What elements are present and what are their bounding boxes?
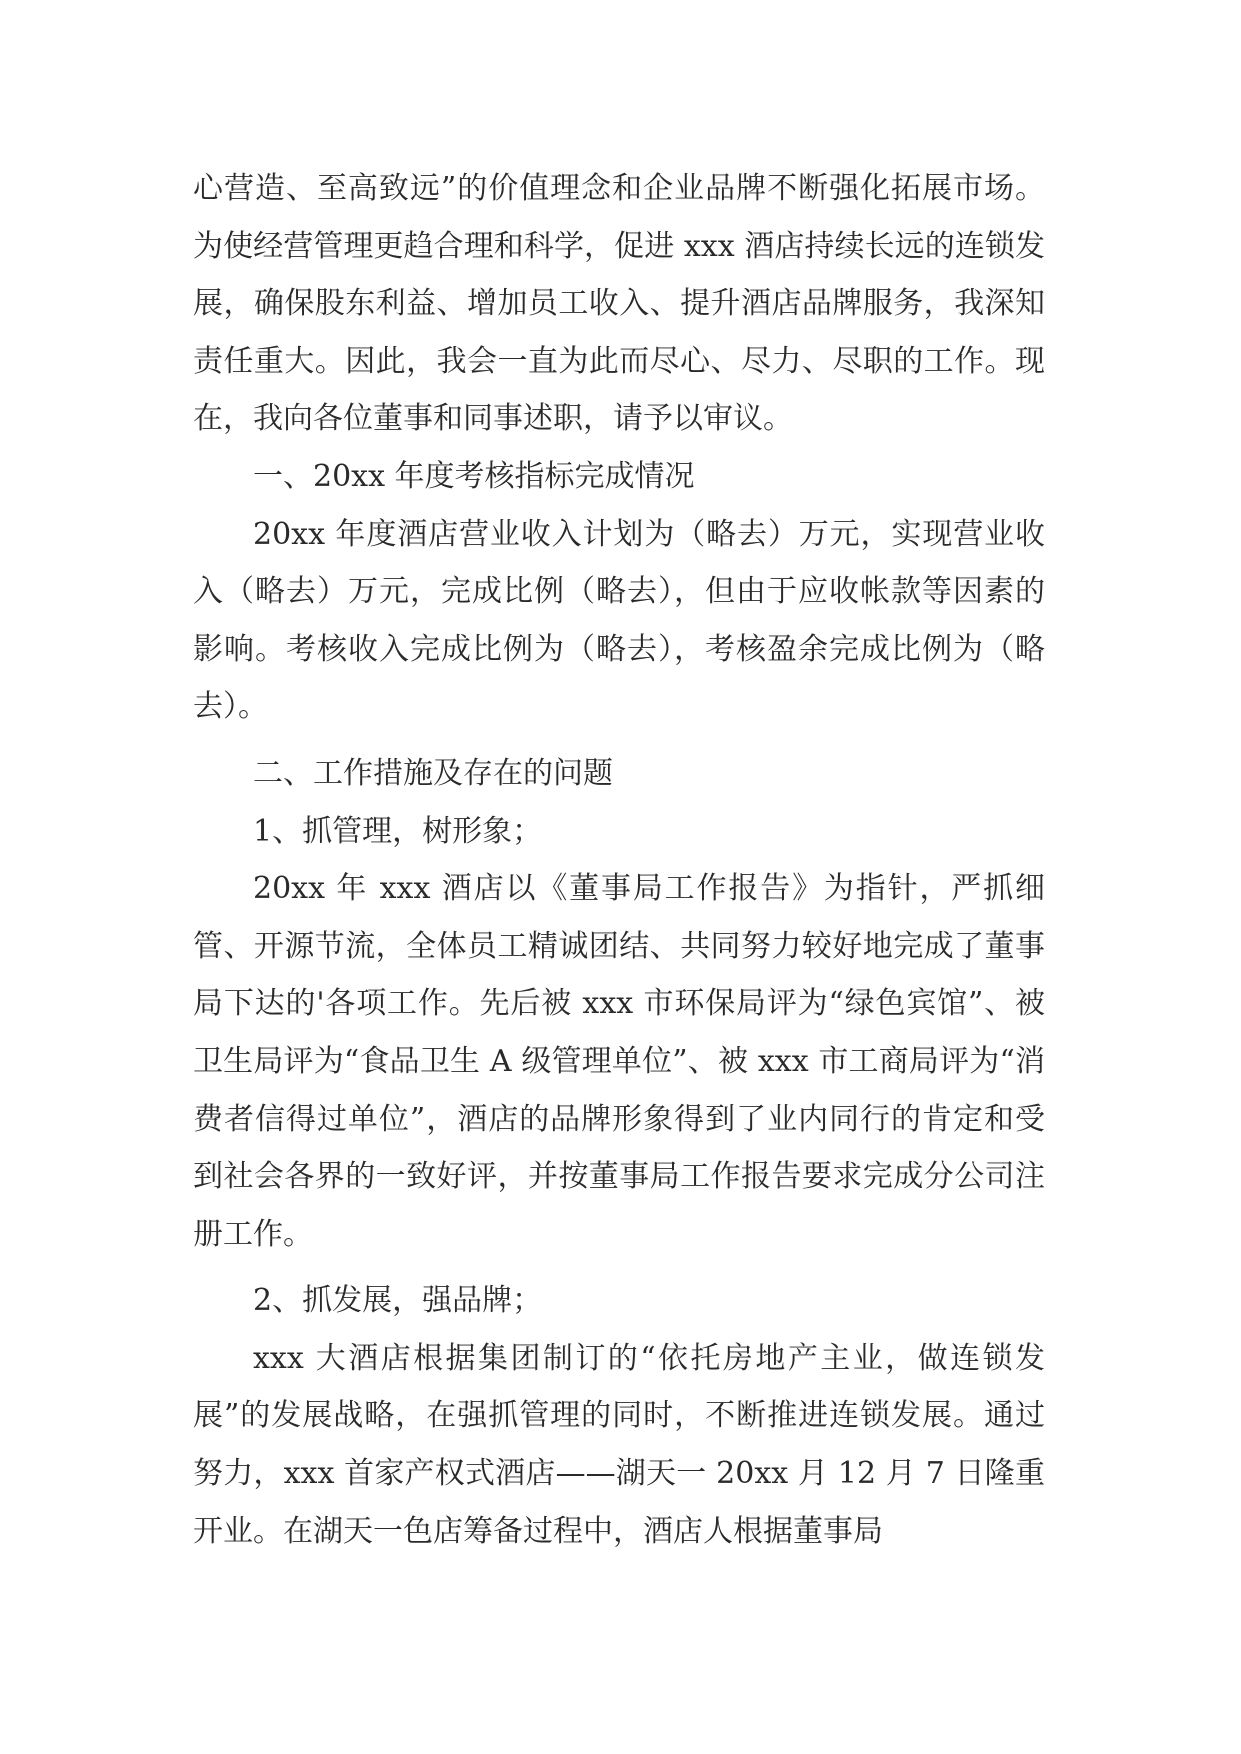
heading-section-1: 一、20xx 年度考核指标完成情况 [253,458,695,494]
subheading-management: 1、抓管理，树形象； [253,813,543,849]
paragraph-assessment: 20xx 年度酒店营业收入计划为（略去）万元，实现营业收入（略去）万元，完成比例（略去），但由于应收帐款等因素的影响。考核收入完成比例为（略去），考核盈余完成比例为（略去）。 [193,516,1045,725]
paragraph-intro-continued: 心营造、至高致远”的价值理念和企业品牌不断强化拓展市场。为使经营管理更趋合理和科学，促进 xxx 酒店持续长远的连锁发展，确保股东利益、增加员工收入、提升酒店品牌服务，我深知责任重大。因此，我会一直为此而尽心、尽力、尽职的工作。现在，我向各位董事和同事述职，请予以审议。 [193,171,1045,437]
heading-section-2: 二、工作措施及存在的问题 [253,755,613,791]
paragraph-management: 20xx 年 xxx 酒店以《董事局工作报告》为指针，严抓细管、开源节流，全体员工精诚团结、共同努力较好地完成了董事局下达的'各项工作。先后被 xxx 市环保局评为“绿色宾馆”、被卫生局评为“食品卫生 A 级管理单位”、被 xxx 市工商局评为“消费者信得过单位”，酒店的品牌形象得到了业内同行的肯定和受到社会各界的一致好评，并按董事局工作报告要求完成分公司注册工作。 [193,871,1045,1252]
subheading-development: 2、抓发展，强品牌； [253,1283,543,1319]
document-body [193,160,1045,1560]
paragraph-development: xxx 大酒店根据集团制订的“依托房地产主业，做连锁发展”的发展战略，在强抓管理的同时，不断推进连锁发展。通过努力，xxx 首家产权式酒店——湖天一 20xx 月 12 月 7 日隆重开业。在湖天一色店筹备过程中，酒店人根据董事局 [193,1340,1045,1549]
